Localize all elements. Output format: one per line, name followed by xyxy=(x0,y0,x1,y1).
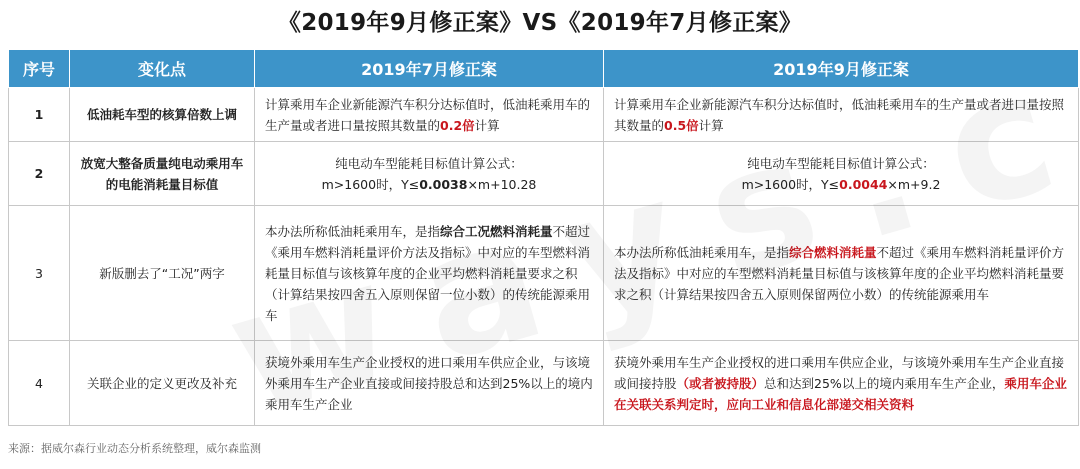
row-sept-text xyxy=(604,341,1079,426)
text-segment: 总和达到25%以上的境内乘用车生产企业， xyxy=(764,375,1005,391)
row-july-text: 获境外乘用车生产企业授权的进口乘用车供应企业，与该境外乘用车生产企业直接或间接持股总和达到25%以上的境内乘用车生产企业 xyxy=(255,341,604,426)
text-segment: 计算 xyxy=(698,117,724,133)
table-row xyxy=(9,341,1079,426)
row-change-point: 关联企业的定义更改及补充 xyxy=(70,341,255,426)
formula-title: 纯电动车型能耗目标值计算公式： xyxy=(747,155,935,171)
row-change-point: 低油耗车型的核算倍数上调 xyxy=(70,88,255,142)
source-note: 来源：据威尔森行业动态分析系统整理，威尔森监测 xyxy=(8,442,261,455)
highlight-term: 综合工况燃料消耗量 xyxy=(440,223,553,239)
text-segment: 不超过《乘用车燃料消耗量评价方法及指标》中对应的车型燃料消耗量目标值与该核算年度的企业平均燃料消耗量要求之积（计算结果按四舍五入原则保留一位小数）的传统能源乘用车 xyxy=(265,223,591,323)
table-header-row xyxy=(9,50,1079,88)
header-july: 2019年7月修正案 xyxy=(255,50,604,88)
text-segment: 计算 xyxy=(474,117,500,133)
row-july-text xyxy=(255,206,604,341)
formula-coefficient: 0.0044 xyxy=(839,176,888,192)
formula-coefficient: 0.0038 xyxy=(419,176,468,192)
row-july-text xyxy=(255,142,604,206)
text-segment: ×m+10.28 xyxy=(467,176,537,192)
row-sept-text xyxy=(604,142,1079,206)
page-title: 《2019年9月修正案》VS《2019年7月修正案》 xyxy=(277,10,803,36)
formula-title: 纯电动车型能耗目标值计算公式： xyxy=(335,155,523,171)
highlight-multiplier: 0.5倍 xyxy=(664,117,699,133)
text-segment: 计算乘用车企业新能源汽车积分达标值时，低油耗乘用车的生产量或者进口量按照其数量的 xyxy=(614,96,1065,133)
table-row xyxy=(9,206,1079,341)
header-sept: 2019年9月修正案 xyxy=(604,50,1079,88)
row-num: 3 xyxy=(9,206,70,341)
row-change-point: 放宽大整备质量纯电动乘用车的电能消耗量目标值 xyxy=(70,142,255,206)
comparison-table xyxy=(8,49,1079,426)
table-row xyxy=(9,88,1079,142)
text-segment: ×m+9.2 xyxy=(887,176,941,192)
text-segment: 本办法所称低油耗乘用车，是指 xyxy=(265,223,441,239)
text-segment: 获境外乘用车生产企业授权的进口乘用车供应企业，与该境外乘用车生产企业直接或间接持股 xyxy=(614,354,1065,391)
highlight-term: （或者被持股） xyxy=(676,375,765,391)
row-july-text xyxy=(255,88,604,142)
formula-line xyxy=(614,174,1068,195)
row-num: 4 xyxy=(9,341,70,426)
text-segment: m>1600时，Y≤ xyxy=(321,176,420,192)
table-row xyxy=(9,142,1079,206)
row-change-point: 新版删去了“工况”两字 xyxy=(70,206,255,341)
text-segment: 本办法所称低油耗乘用车，是指 xyxy=(614,244,790,260)
formula-line xyxy=(265,174,593,195)
text-segment: 不超过《乘用车燃料消耗量评价方法及指标》中对应的车型燃料消耗量目标值与该核算年度的企业平均燃料消耗量要求之积（计算结果按四舍五入原则保留两位小数）的传统能源乘用车 xyxy=(614,244,1065,302)
header-change: 变化点 xyxy=(70,50,255,88)
row-num: 1 xyxy=(9,88,70,142)
row-num: 2 xyxy=(9,142,70,206)
highlight-multiplier: 0.2倍 xyxy=(440,117,475,133)
header-num: 序号 xyxy=(9,50,70,88)
text-segment: m>1600时，Y≤ xyxy=(741,176,840,192)
row-sept-text xyxy=(604,88,1079,142)
highlight-sentence: 乘用车企业在关联关系判定时，应向工业和信息化部递交相关资料 xyxy=(614,375,1067,412)
text-segment: 计算乘用车企业新能源汽车积分达标值时，低油耗乘用车的生产量或者进口量按照其数量的 xyxy=(265,96,591,133)
highlight-term: 综合燃料消耗量 xyxy=(789,244,877,260)
row-sept-text xyxy=(604,206,1079,341)
